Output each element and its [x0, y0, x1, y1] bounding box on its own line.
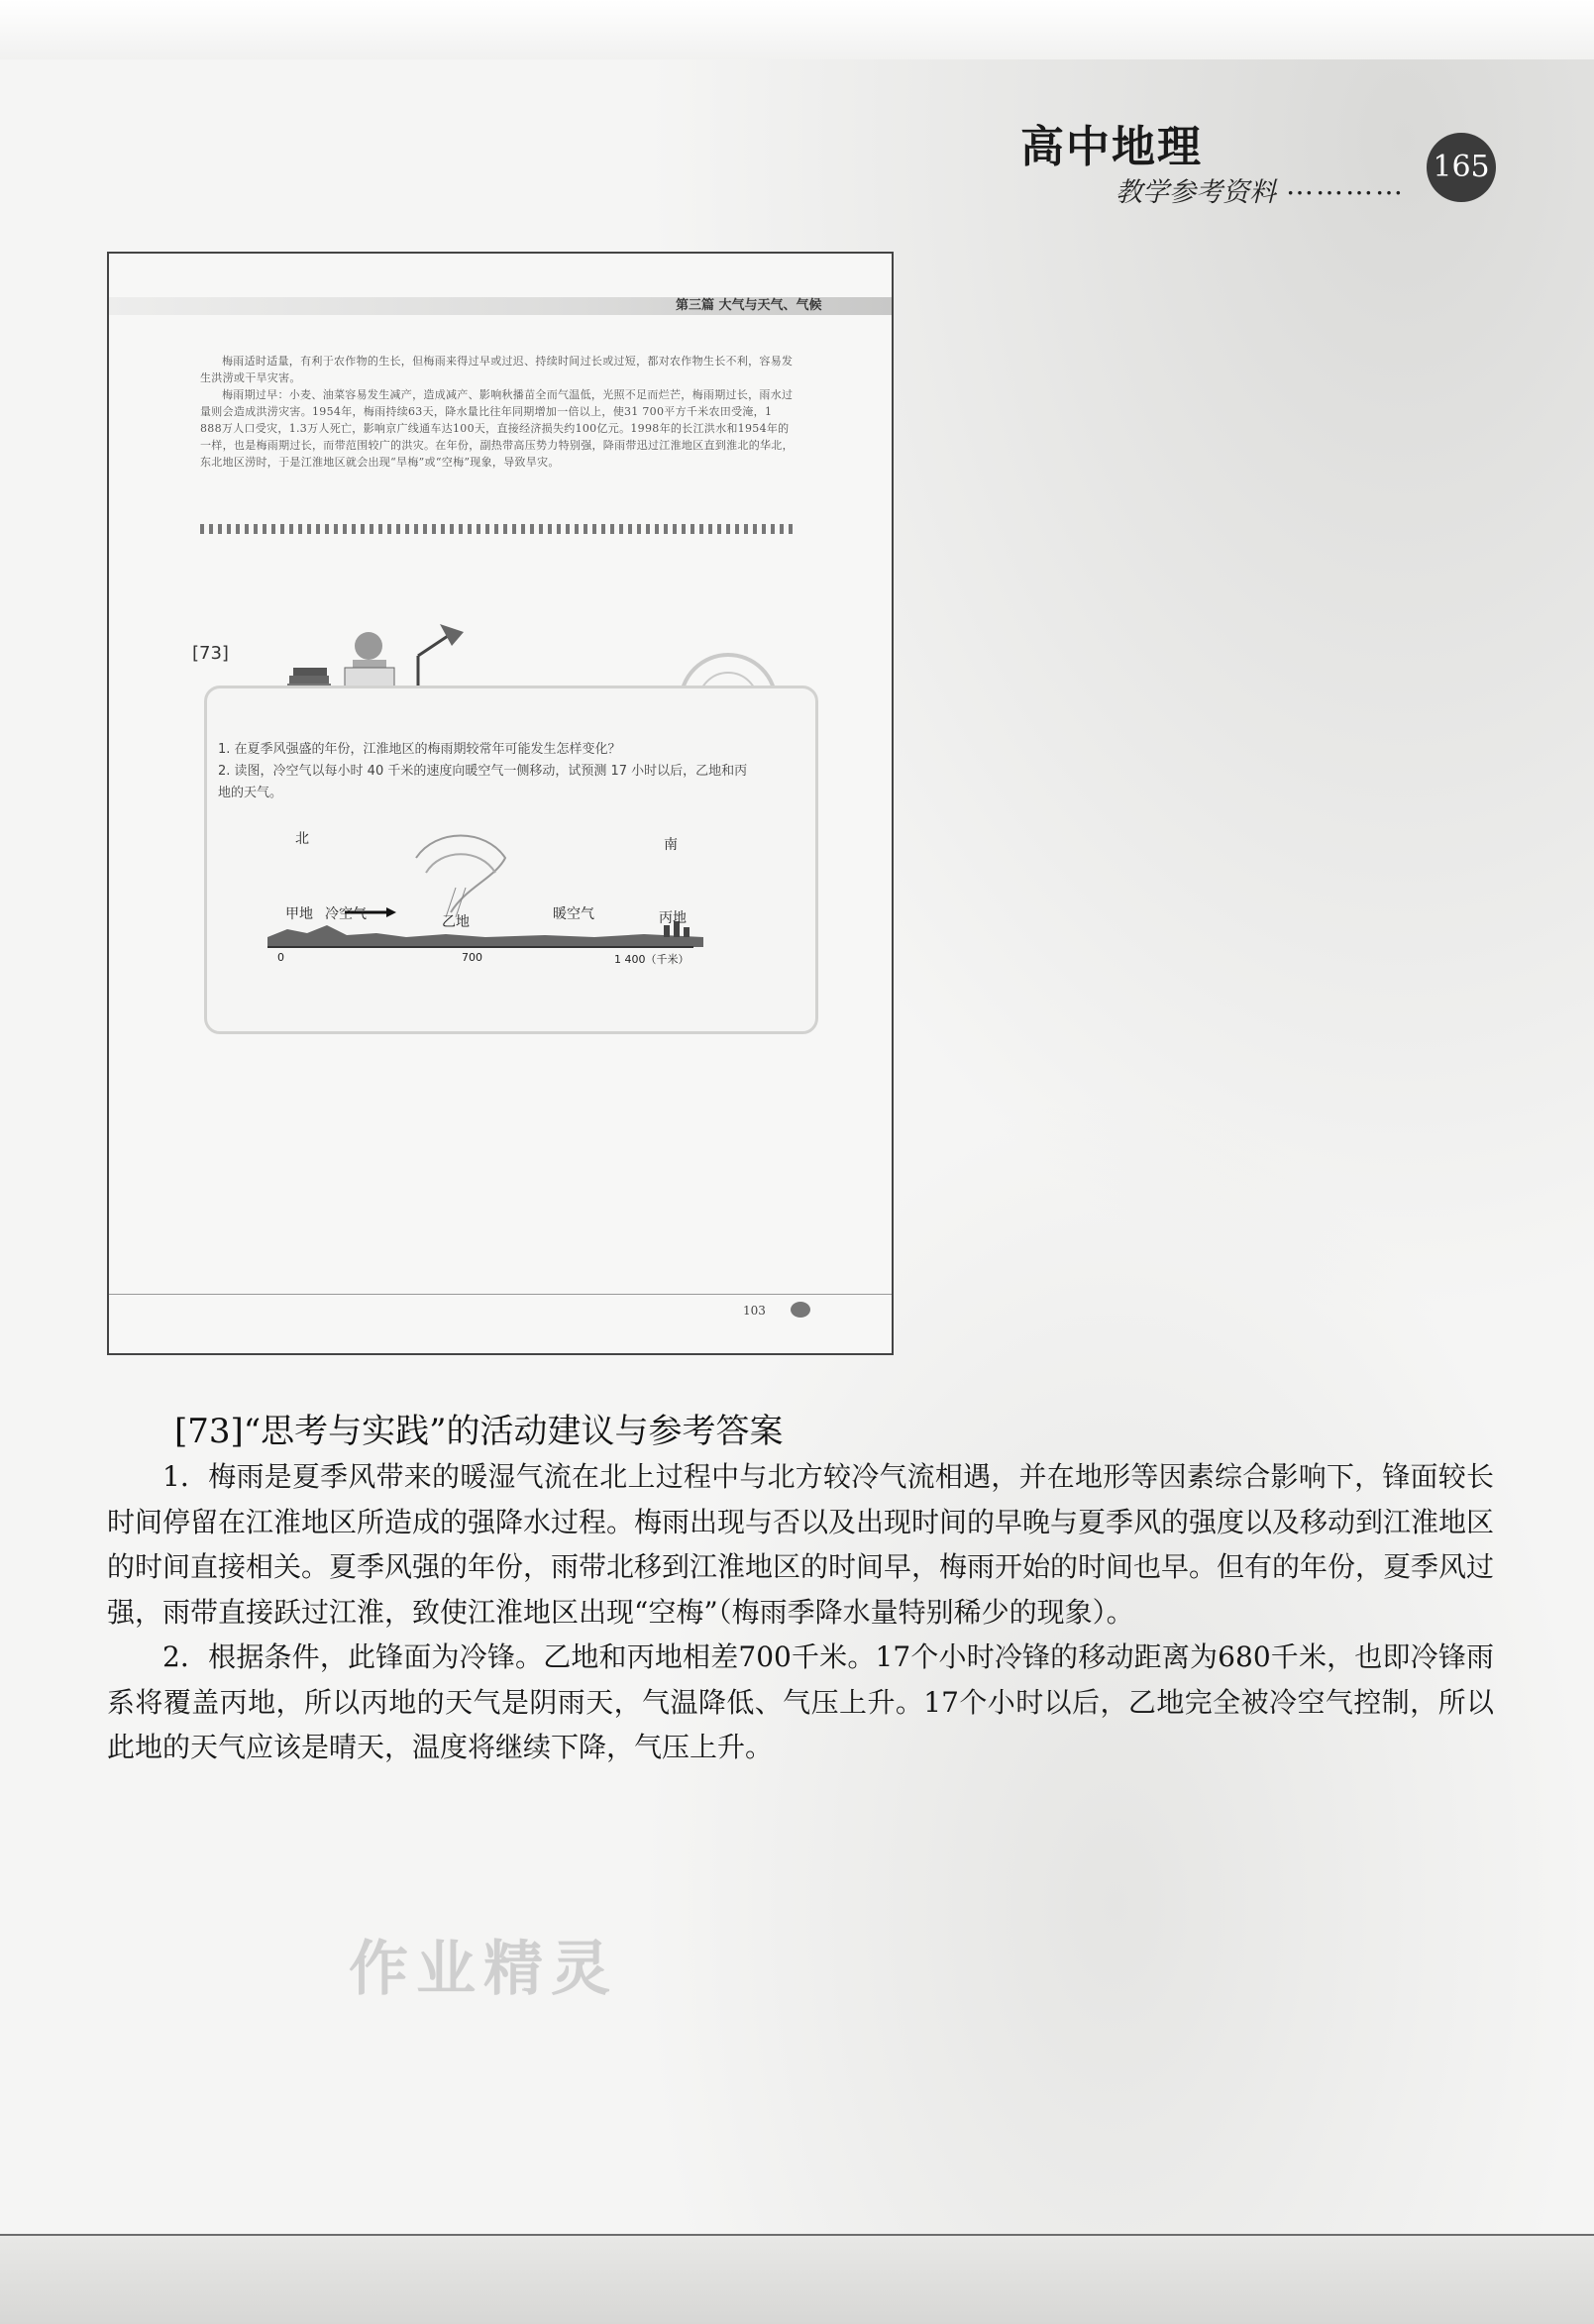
scan-footer-line [109, 1294, 892, 1295]
footer-band [0, 2236, 1594, 2324]
cold-front-diagram [267, 818, 703, 967]
south-label: 南 [664, 837, 678, 853]
tick-0: 0 [277, 951, 284, 964]
page-number-badge: 165 [1427, 133, 1496, 202]
scanned-textbook-page [107, 252, 894, 1355]
answer-body [107, 1454, 1494, 1770]
north-label: 北 [295, 831, 309, 847]
scan-page-number: 103 [743, 1304, 766, 1318]
question-item: 2. 读图，冷空气以每小时 40 千米的速度向暖空气一侧移动，试预测 17 小时以后，乙地和丙地的天气。 [218, 764, 748, 800]
tick-1400: 1 400（千米） [614, 953, 690, 966]
book-subtitle: 教学参考资料 [1116, 177, 1276, 208]
front-profile-graphic [267, 818, 703, 967]
yi-label: 乙地 [442, 914, 470, 930]
bing-label: 丙地 [659, 910, 687, 926]
header-dots: ………… [1286, 168, 1405, 201]
watermark: 作业精灵 [349, 1935, 618, 2004]
scan-paragraphs [200, 353, 795, 471]
globe-icon [791, 1302, 810, 1318]
answer-title: [73]“思考与实践”的活动建议与参考答案 [174, 1412, 784, 1451]
running-head: 第三篇 大气与天气、气候 [676, 298, 822, 313]
book-title: 高中地理 [1020, 122, 1203, 172]
torn-top-edge [0, 0, 1594, 59]
jia-label: 甲地 [285, 906, 313, 922]
answer-paragraph: 2．根据条件，此锋面为冷锋。乙地和丙地相差700千米。17个小时冷锋的移动距离为680千米，也即冷锋雨系将覆盖丙地，所以丙地的天气是阴雨天，气温降低、气压上升。17个小时以后，乙地完全被冷空气控制，所以此地的天气应该是晴天，温度将继续下降，气压上升。 [107, 1640, 1494, 1763]
triangle-divider [200, 524, 795, 534]
questions [218, 739, 753, 804]
warm-air-label: 暖空气 [553, 906, 594, 922]
scan-paragraph: 梅雨适时适量，有利于农作物的生长，但梅雨来得过早或过迟、持续时间过长或过短，都对农作物生长不利，容易发生洪涝或干旱灾害。 [200, 355, 794, 384]
question-tag: [73] [192, 643, 229, 664]
cold-air-label: 冷空气 [325, 906, 367, 922]
page-header [1020, 111, 1536, 220]
scan-paragraph: 梅雨期过早：小麦、油菜容易发生减产，造成减产、影响秋播苗全而气温低，光照不足而烂芒，梅雨期过长，雨水过量则会造成洪涝灾害。1954年，梅雨持续63天，降水量比往年同期增加一倍以上，使31 700平方千米农田受淹，1 888万人口受灾，1.3万人死亡，影响京广线通车达100天，直接经济损失约100亿元。1998年的长江洪水和1954年的一样，也是梅雨期过长，而带范围较广的洪灾。在年份，副热带高压势力特别强，降雨带迅过江淮地区直到淮北的华北，东北地区涝时，于是江淮地区就会出现“旱梅”或“空梅”现象，导致旱灾。 [200, 388, 794, 469]
tick-700: 700 [462, 951, 482, 964]
question-item: 1. 在夏季风强盛的年份，江淮地区的梅雨期较常年可能发生怎样变化？ [218, 742, 621, 757]
answer-paragraph: 1．梅雨是夏季风带来的暖湿气流在北上过程中与北方较冷气流相遇，并在地形等因素综合影响下，锋面较长时间停留在江淮地区所造成的强降水过程。梅雨出现与否以及出现时间的早晚与夏季风的强度以及移动到江淮地区的时间直接相关。夏季风强的年份，雨带北移到江淮地区的时间早，梅雨开始的时间也早。但有的年份，夏季风过强，雨带直接跃过江淮，致使江淮地区出现“空梅”（梅雨季降水量特别稀少的现象）。 [107, 1460, 1495, 1629]
